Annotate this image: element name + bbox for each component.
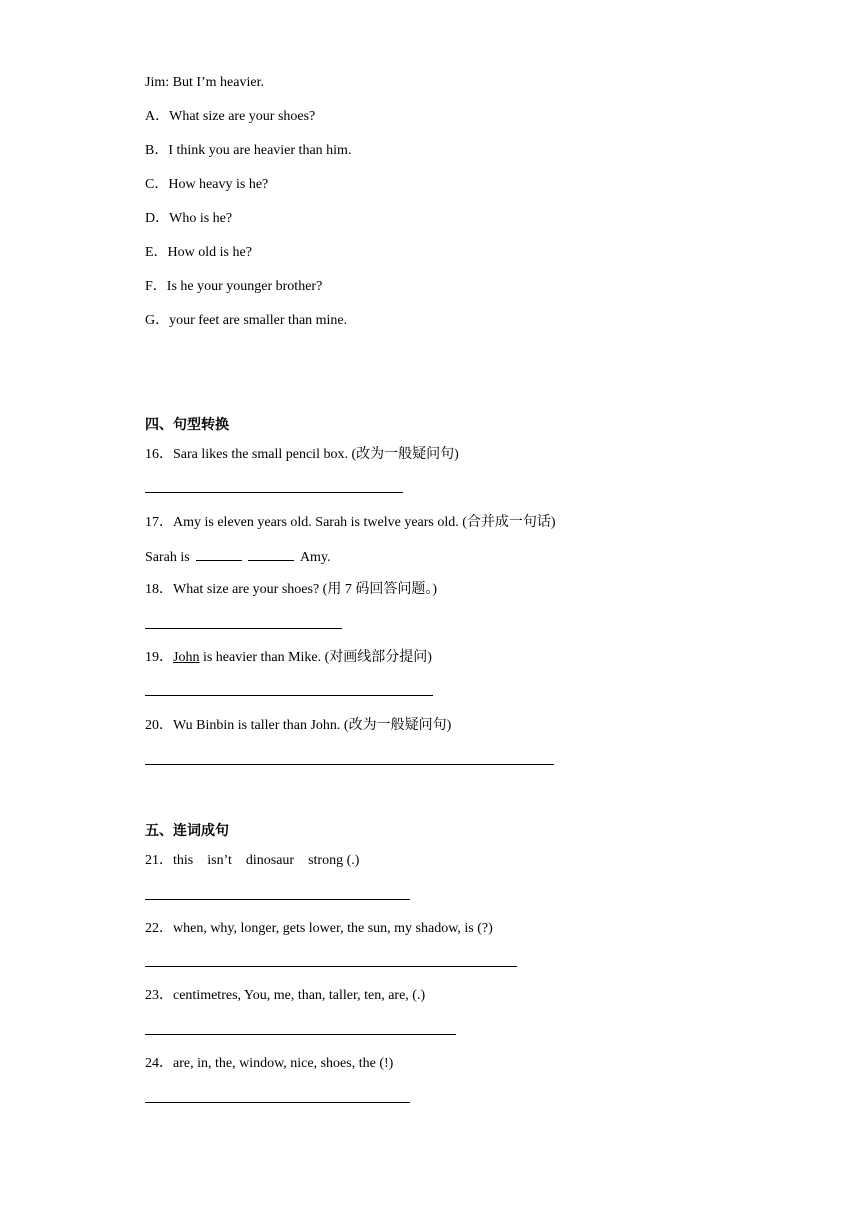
question-19 (145, 649, 432, 667)
option-c: C．How heavy is he? (145, 177, 269, 192)
question-24: 24．are, in, the, window, nice, shoes, the (!) (145, 1056, 394, 1071)
answer-line-21 (145, 899, 410, 900)
answer-line-24 (145, 1102, 410, 1103)
question-18: 18．What size are your shoes? (用 7 码回答问题。) (145, 582, 437, 597)
answer-line-18 (145, 628, 342, 629)
answer-line-19 (145, 695, 433, 696)
question-20: 20．Wu Binbin is taller than John. (改为一般疑问句) (145, 718, 452, 733)
question-19-number: 19． (145, 650, 173, 665)
answer-line-16 (145, 492, 403, 493)
option-d: D．Who is he? (145, 211, 233, 226)
question-19-rest: is heavier than Mike. (对画线部分提问) (199, 650, 432, 665)
option-a: A．What size are your shoes? (145, 109, 316, 124)
question-16: 16．Sara likes the small pencil box. (改为一般疑问句) (145, 447, 459, 462)
answer-line-23 (145, 1034, 456, 1035)
question-22: 22．when, why, longer, gets lower, the sun, my shadow, is (?) (145, 921, 493, 936)
question-21: 21．this isn’t dinosaur strong (.) (145, 853, 360, 868)
section-4-title: 四、句型转换 (145, 418, 229, 433)
section-5-title: 五、连词成句 (145, 824, 229, 839)
question-19-underlined-word: John (173, 650, 200, 665)
option-g: G．your feet are smaller than mine. (145, 313, 348, 328)
dialogue-line: Jim: But I’m heavier. (145, 75, 264, 90)
question-23: 23．centimetres, You, me, than, taller, ten, are, (.) (145, 988, 426, 1003)
answer-17-end: Amy. (297, 550, 331, 565)
answer-17 (145, 548, 331, 567)
question-17: 17．Amy is eleven years old. Sarah is twelve years old. (合并成一句话) (145, 515, 556, 530)
blank-17b (248, 548, 294, 561)
option-b: B．I think you are heavier than him. (145, 143, 352, 158)
answer-17-start: Sarah is (145, 550, 194, 565)
option-f: F．Is he your younger brother? (145, 279, 323, 294)
option-e: E．How old is he? (145, 245, 252, 260)
answer-line-22 (145, 966, 517, 967)
blank-17a (196, 548, 242, 561)
answer-line-20 (145, 764, 554, 765)
